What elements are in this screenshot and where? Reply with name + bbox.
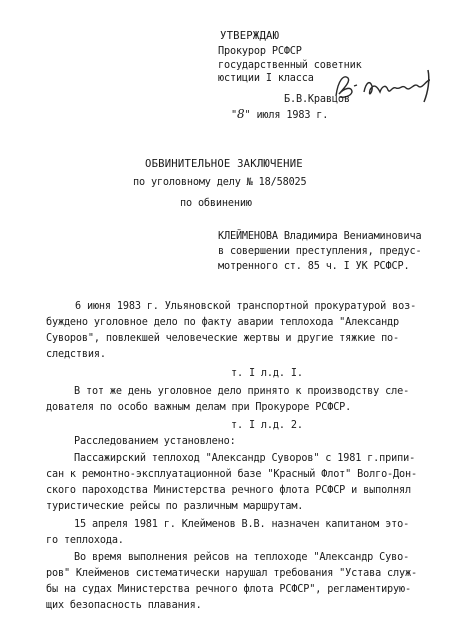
body-paragraph-4-line-1: Пассажирский теплоход "Александр Суворов" с 1981 г.припи- (74, 453, 416, 464)
approval-rank-line2: юстиции I класса (218, 73, 314, 84)
approval-signatory-name: Б.В.Кравцов (284, 94, 350, 105)
body-paragraph-1-line-2: буждено уголовное дело по факту аварии теплохода "Александр (46, 317, 400, 328)
body-paragraph-1-line-4: следствия. (46, 349, 106, 360)
accused-charge-line1: в совершении преступления, предус- (218, 246, 422, 257)
accused-charge-line2: мотренного ст. 85 ч. I УК РСФСР. (218, 261, 410, 272)
approval-date-rest: " июля 1983 г. (244, 110, 329, 121)
body-paragraph-6-line-2: ров" Клейменов систематически нарушал требования "Устава служ- (46, 568, 417, 579)
body-paragraph-3-line-1: Расследованием установлено: (74, 436, 236, 447)
body-paragraph-6-line-3: бы на судах Министерства речного флота РСФСР", регламентирую- (46, 584, 411, 595)
body-paragraph-5-line-2: го теплохода. (46, 535, 124, 546)
approval-position: Прокурор РСФСР (218, 46, 302, 57)
body-paragraph-4-line-4: туристические рейсы по различным маршрутам. (46, 501, 304, 512)
approval-rank-line1: государственный советник (218, 60, 362, 71)
body-paragraph-2-line-2: дователя по особо важным делам при Прокуроре РСФСР. (46, 402, 352, 413)
body-paragraph-1-line-3: Суворов", повлекшей человеческие жертвы и другие тяжкие по- (46, 333, 400, 344)
body-paragraph-6-line-4: щих безопасность плавания. (46, 600, 202, 611)
body-paragraph-5-line-1: 15 апреля 1981 г. Клейменов В.В. назначен капитаном это- (74, 519, 410, 530)
volume-page-reference-1: т. I л.д. I. (231, 368, 303, 379)
body-paragraph-4-line-3: ского пароходства Министерства речного флота РСФСР и выполнял (46, 485, 411, 496)
approval-date (231, 108, 328, 122)
document-title: ОБВИНИТЕЛЬНОЕ ЗАКЛЮЧЕНИЕ (145, 158, 303, 170)
volume-page-reference-2: т. I л.д. 2. (231, 420, 303, 431)
approval-date-quote-open: " (231, 110, 237, 121)
body-paragraph-6-line-1: Во время выполнения рейсов на теплоходе "Александр Суво- (74, 552, 410, 563)
charge-line: по обвинению (180, 198, 252, 209)
accused-name: КЛЕЙМЕНОВА Владимира Вениаминовича (218, 231, 422, 242)
approval-date-day: 8 (236, 107, 245, 121)
body-paragraph-2-line-1: В тот же день уголовное дело принято к производству сле- (74, 386, 410, 397)
body-paragraph-4-line-2: сан к ремонтно-эксплуатационной базе "Красный Флот" Волго-Дон- (46, 469, 417, 480)
approval-heading: УТВЕРЖДАЮ (220, 30, 280, 42)
body-paragraph-1-line-1: 6 июня 1983 г. Ульяновской транспортной прокуратурой воз- (75, 301, 417, 312)
case-number-line: по уголовному делу № 18/58025 (133, 177, 307, 188)
